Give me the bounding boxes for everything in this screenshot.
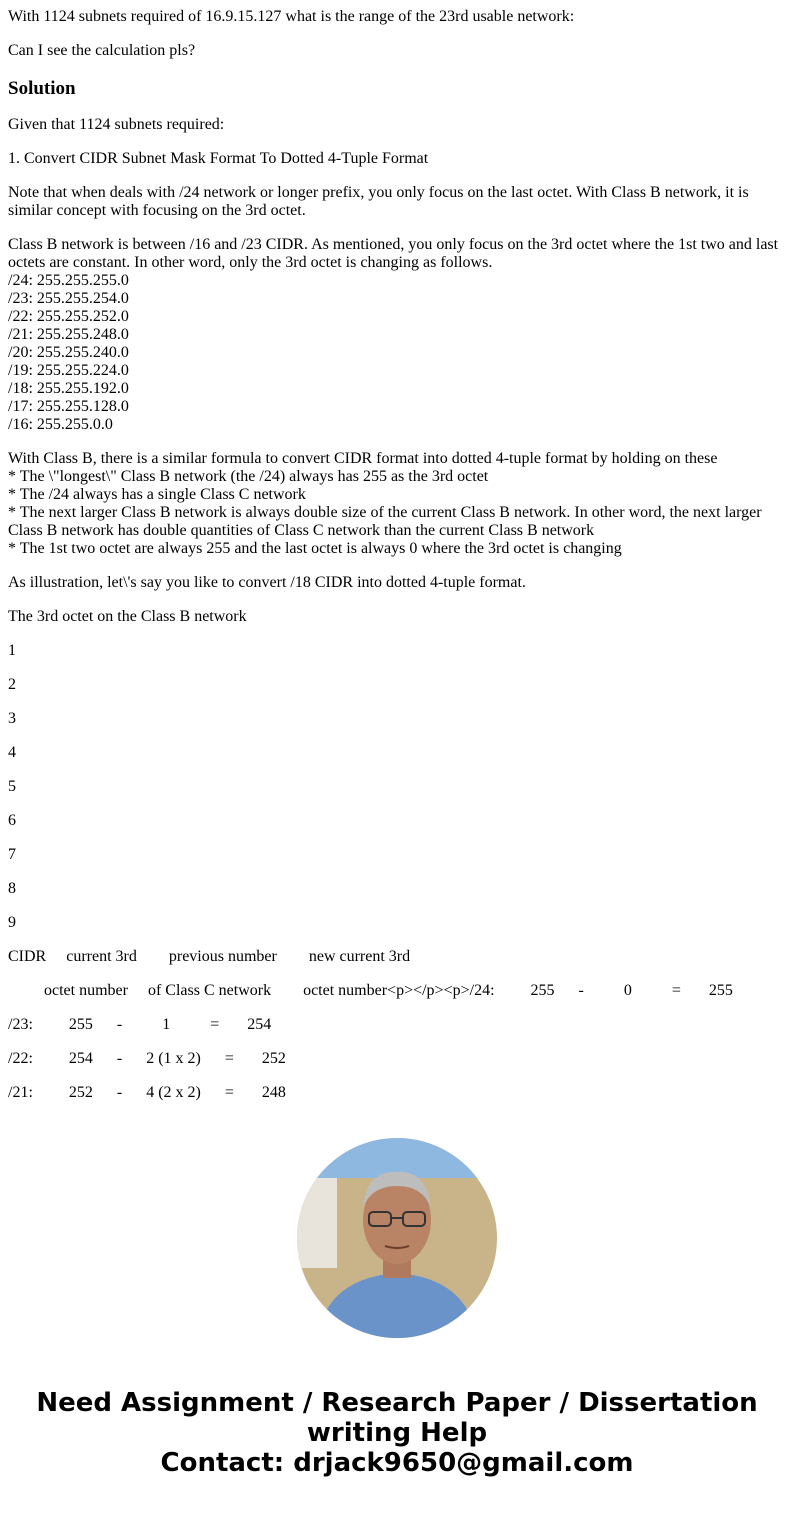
classb-intro: Class B network is between /16 and /23 CIDR. As mentioned, you only focus on the 3rd octet where the 1st two and last octets are constant. In other word, only the 3rd octet is changing as follows. [8,236,779,271]
question-text: With 1124 subnets required of 16.9.15.127 what is the range of the 23rd usable network: [8,8,575,25]
line-number: 6 [8,812,16,829]
step-1: 1. Convert CIDR Subnet Mask Format To Dotted 4-Tuple Format [8,150,429,167]
mask-item: /16: 255.255.0.0 [8,416,113,433]
mask-item: /19: 255.255.224.0 [8,362,129,379]
table-row: CIDR current 3rd previous number new current 3rd [8,948,411,965]
rule-item: * The 1st two octet are always 255 and the last octet is always 0 where the 3rd octet is changing [8,540,622,557]
footer-contact: Contact: drjack9650@gmail.com [160,1448,634,1478]
mask-item: /17: 255.255.128.0 [8,398,129,415]
line-number: 3 [8,710,16,727]
table-row: octet number of Class C network octet number<p></p><p>/24: 255 - 0 = 255 [8,982,733,999]
rule-item: * The /24 always has a single Class C network [8,486,306,503]
table-row: /21: 252 - 4 (2 x 2) = 248 [8,1084,286,1101]
line-number: 7 [8,846,16,863]
solution-heading: Solution [8,78,76,99]
rule-item: * The \"longest\" Class B network (the /24) always has 255 as the 3rd octet [8,468,489,485]
classb-section [8,236,786,434]
given-text: Given that 1124 subnets required: [8,116,225,133]
line-number: 5 [8,778,16,795]
mask-item: /18: 255.255.192.0 [8,380,129,397]
rule-item: * The next larger Class B network is always double size of the current Class B network. In other word, the next larger Class B network has double quantities of Class C network than the current Class B network [8,504,762,539]
footer-banner [8,1388,786,1478]
formula-intro: With Class B, there is a similar formula to convert CIDR format into dotted 4-tuple format by holding on these [8,450,718,467]
line-number: 1 [8,642,16,659]
mask-item: /22: 255.255.252.0 [8,308,129,325]
mask-item: /20: 255.255.240.0 [8,344,129,361]
line-number: 2 [8,676,16,693]
table-row: /22: 254 - 2 (1 x 2) = 252 [8,1050,286,1067]
line-number: 9 [8,914,16,931]
line-number: 4 [8,744,16,761]
mask-item: /21: 255.255.248.0 [8,326,129,343]
illustration-text: As illustration, let\'s say you like to convert /18 CIDR into dotted 4-tuple format. [8,574,526,591]
rules-section [8,450,786,558]
line-number: 8 [8,880,16,897]
question-followup: Can I see the calculation pls? [8,42,196,59]
table-row: /23: 255 - 1 = 254 [8,1016,272,1033]
footer-help-text: Need Assignment / Research Paper / Dissertation writing Help [36,1388,758,1448]
mask-item: /24: 255.255.255.0 [8,272,129,289]
note-text: Note that when deals with /24 network or longer prefix, you only focus on the last octet. With Class B network, it is similar concept with focusing on the 3rd octet. [8,184,749,219]
octet-heading: The 3rd octet on the Class B network [8,608,247,625]
mask-item: /23: 255.255.254.0 [8,290,129,307]
author-photo [297,1138,497,1338]
